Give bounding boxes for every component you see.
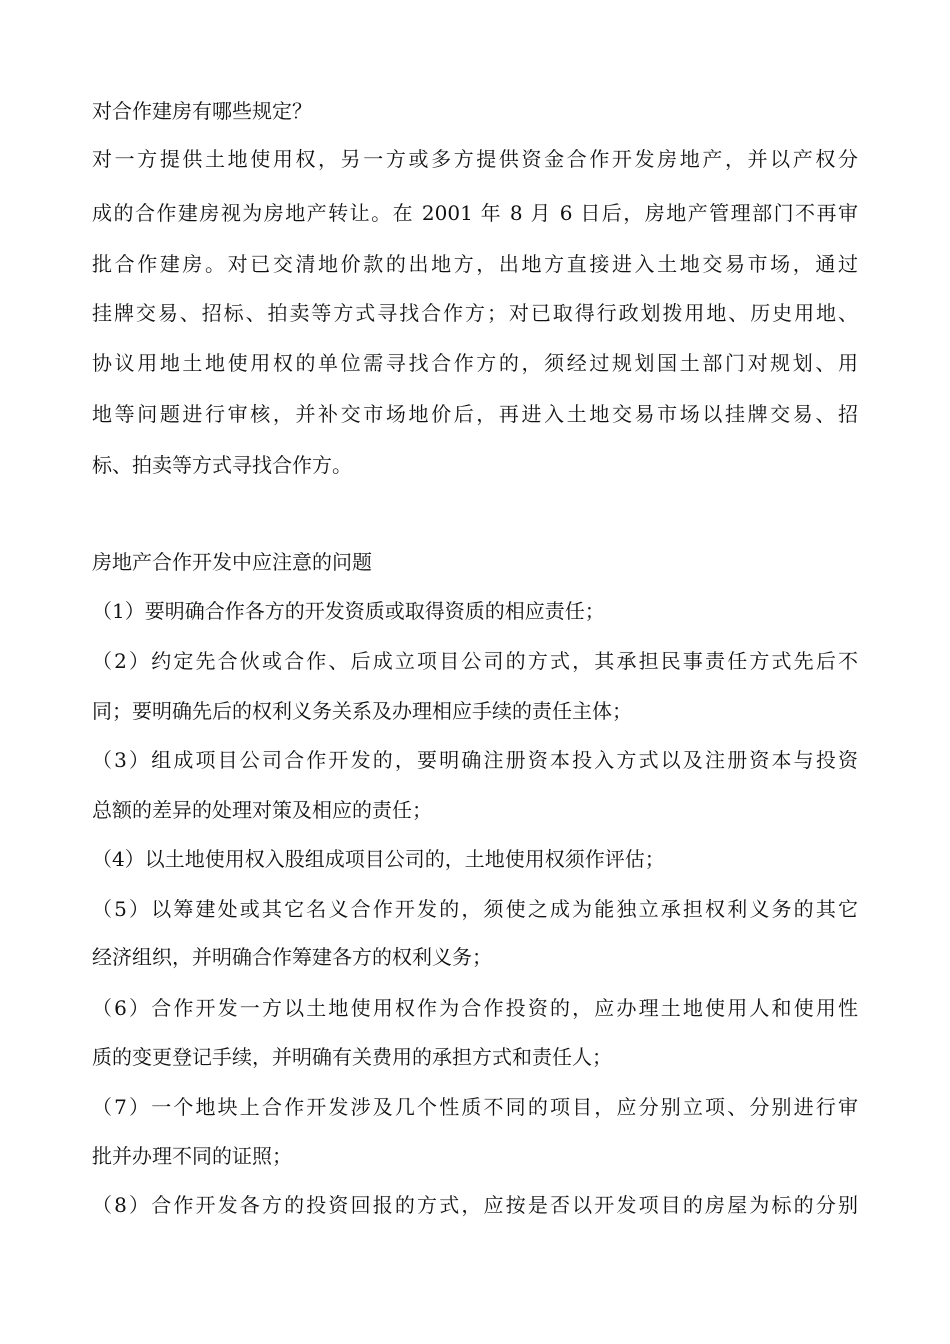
section2-line: （2）约定先合伙或合作、后成立项目公司的方式，其承担民事责任方式先后不 <box>92 649 858 673</box>
section2-heading: 房地产合作开发中应注意的问题 <box>92 550 372 574</box>
section2-line: （3）组成项目公司合作开发的，要明确注册资本投入方式以及注册资本与投资 <box>92 748 858 772</box>
section2-line: （5）以筹建处或其它名义合作开发的，须使之成为能独立承担权利义务的其它 <box>92 897 858 921</box>
section2-line: （6）合作开发一方以土地使用权作为合作投资的，应办理土地使用人和使用性 <box>92 996 858 1020</box>
section1-line: 标、拍卖等方式寻找合作方。 <box>92 453 352 477</box>
section2-line: （7）一个地块上合作开发涉及几个性质不同的项目，应分别立项、分别进行审 <box>92 1095 858 1119</box>
section2-line: 批并办理不同的证照； <box>92 1144 292 1168</box>
section1-line: 对一方提供土地使用权，另一方或多方提供资金合作开发房地产，并以产权分 <box>92 147 858 171</box>
section1-line: 挂牌交易、招标、拍卖等方式寻找合作方；对已取得行政划拨用地、历史用地、 <box>92 301 858 325</box>
section2-line: 经济组织，并明确合作筹建各方的权利义务； <box>92 945 492 969</box>
section2-line: 总额的差异的处理对策及相应的责任； <box>92 798 432 822</box>
section2-line: 质的变更登记手续，并明确有关费用的承担方式和责任人； <box>92 1045 612 1069</box>
section1-line: 协议用地土地使用权的单位需寻找合作方的，须经过规划国土部门对规划、用 <box>92 351 858 375</box>
section2-line: （1）要明确合作各方的开发资质或取得资质的相应责任； <box>92 599 605 623</box>
section1-line: 地等问题进行审核，并补交市场地价后，再进入土地交易市场以挂牌交易、招 <box>92 402 858 426</box>
section2-line: 同；要明确先后的权利义务关系及办理相应手续的责任主体； <box>92 699 632 723</box>
section1-heading: 对合作建房有哪些规定？ <box>92 99 312 123</box>
section2-line: （4）以土地使用权入股组成项目公司的，土地使用权须作评估； <box>92 847 665 871</box>
section1-line: 成的合作建房视为房地产转让。在 2001 年 8 月 6 日后，房地产管理部门不再审 <box>92 201 858 225</box>
section2-line: （8）合作开发各方的投资回报的方式，应按是否以开发项目的房屋为标的分别 <box>92 1193 858 1217</box>
section1-line: 批合作建房。对已交清地价款的出地方，出地方直接进入土地交易市场，通过 <box>92 252 858 276</box>
